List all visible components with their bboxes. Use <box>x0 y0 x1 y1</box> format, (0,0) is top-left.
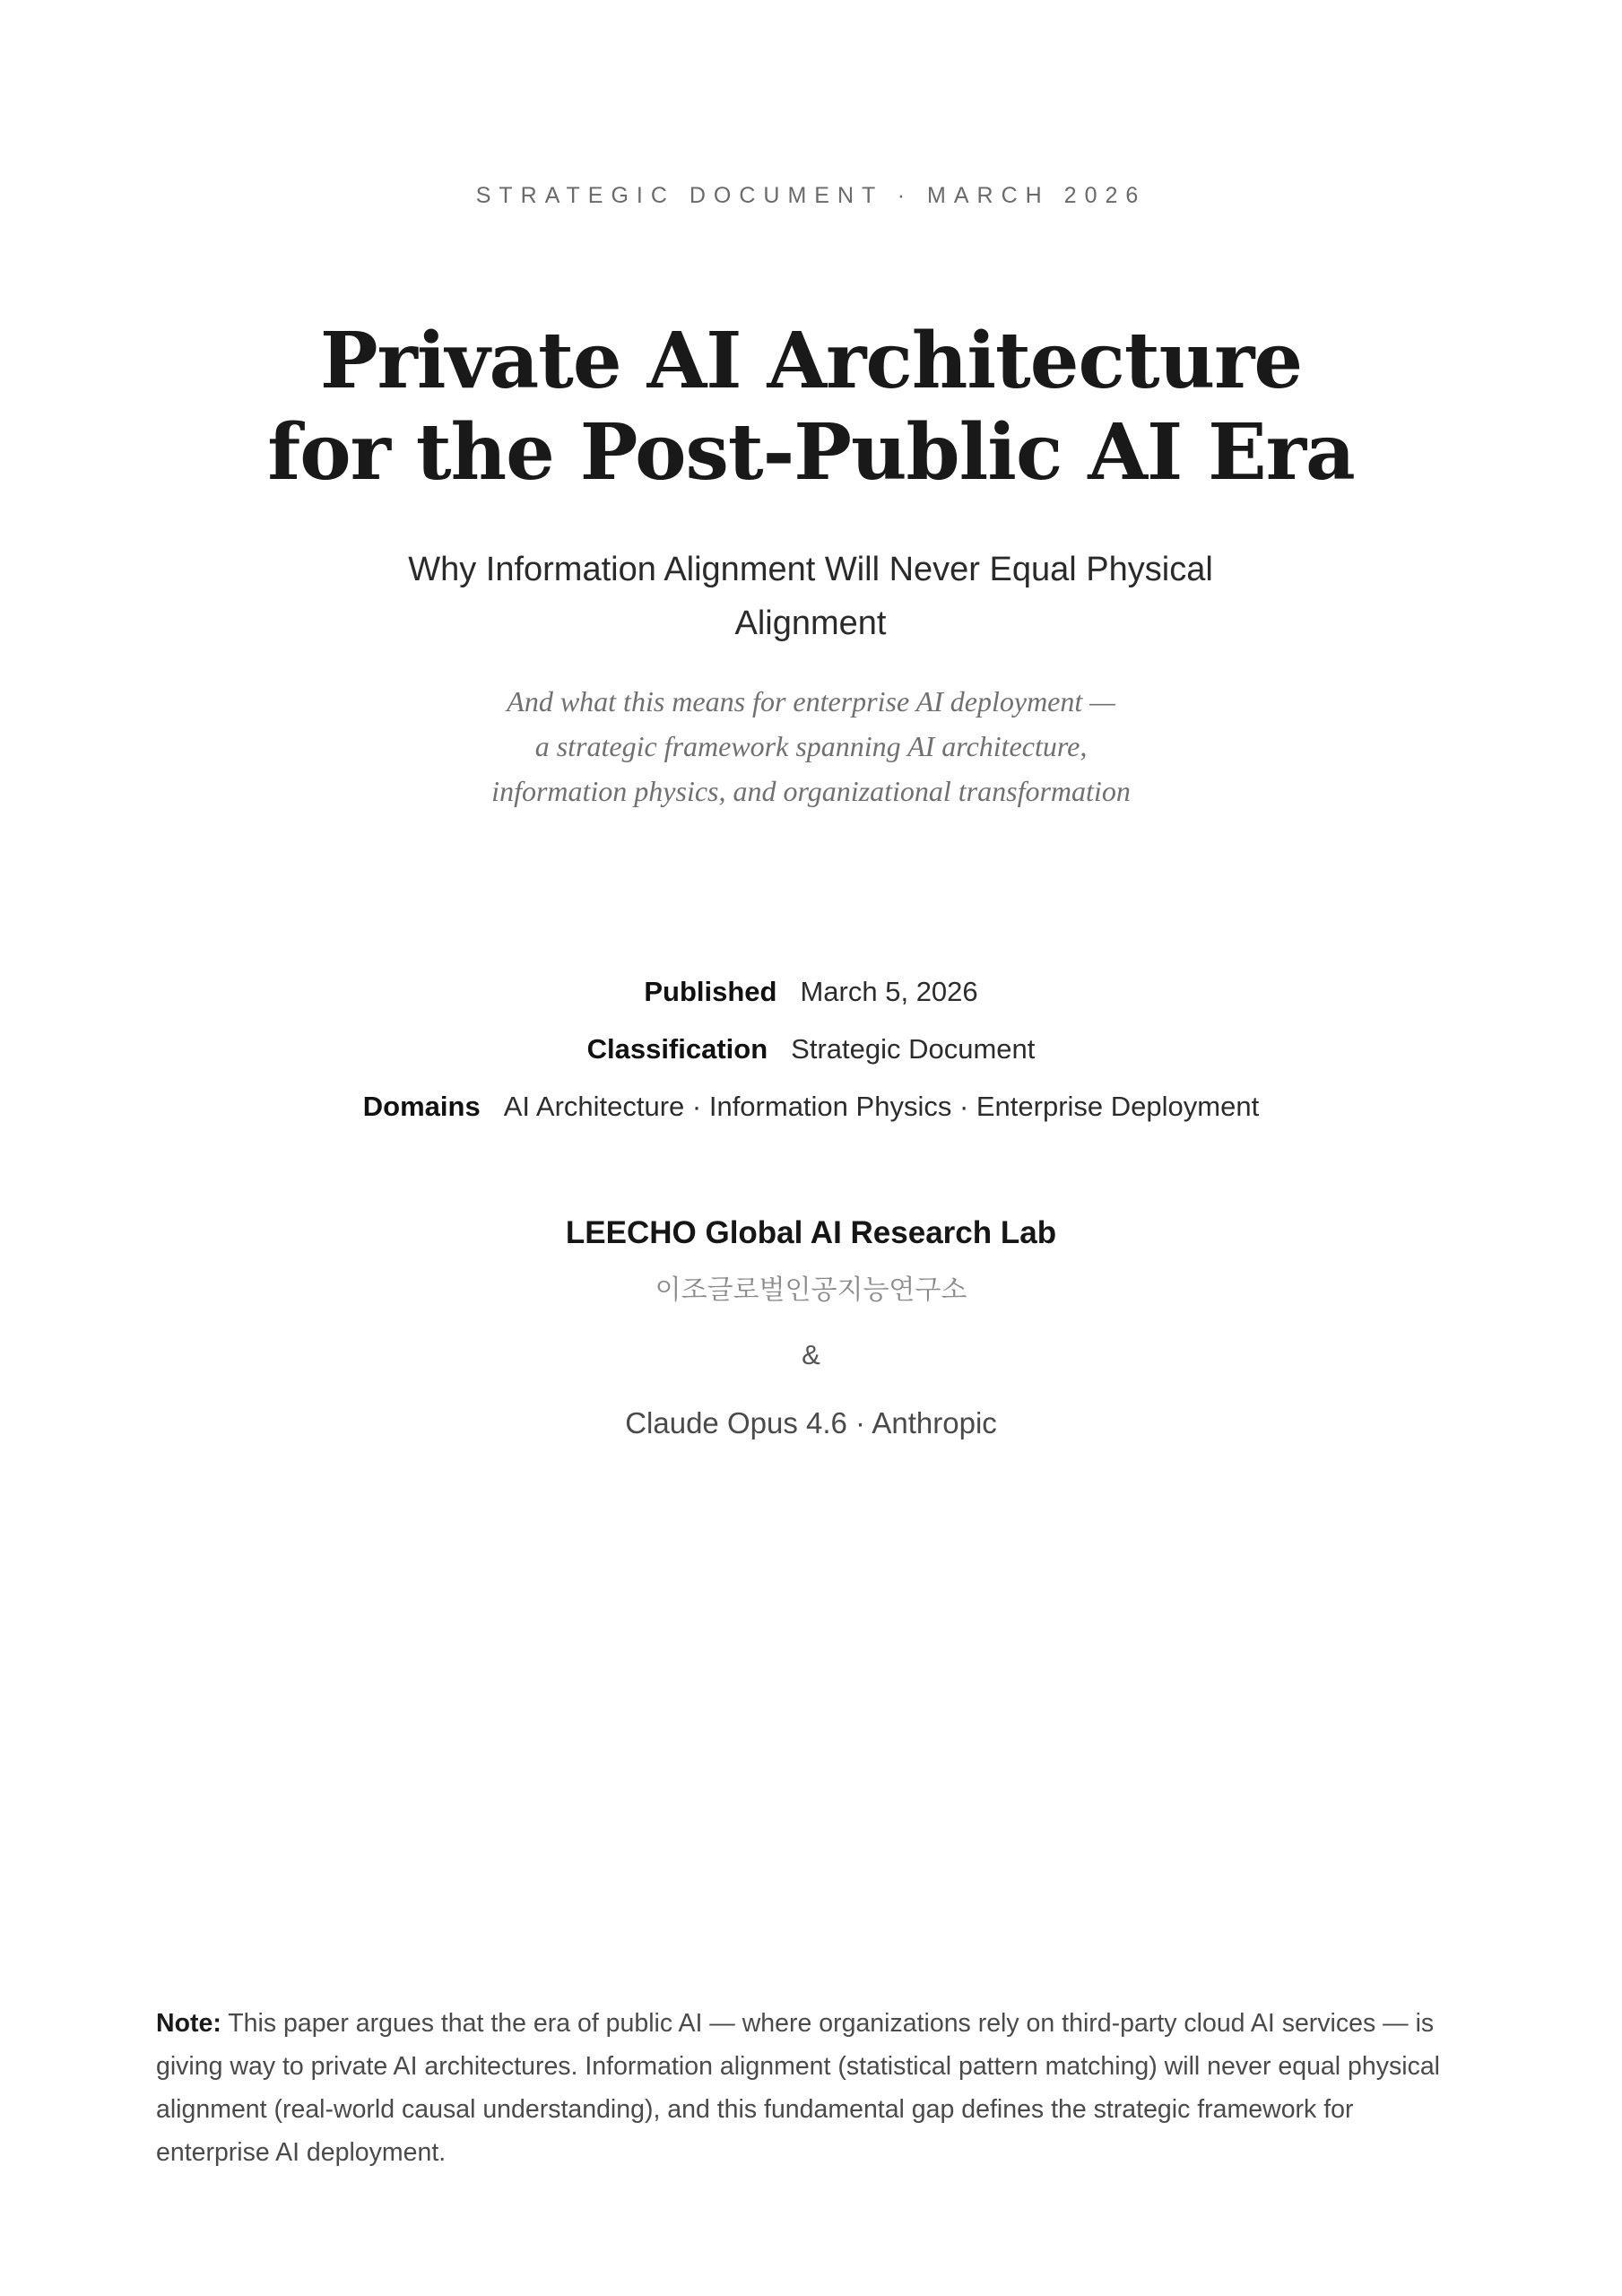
author-coauthor: Claude Opus 4.6 · Anthropic <box>625 1406 997 1439</box>
tagline-line-2: a strategic framework spanning AI architecture, <box>534 730 1088 762</box>
document-title <box>0 316 1622 499</box>
meta-domains-value: AI Architecture · Information Physics · Enterprise Deployment <box>503 1091 1260 1122</box>
note-text: This paper argues that the era of public AI — where organizations rely on third-party cloud AI services — is giving way to private AI architectures. Information alignment (statistical pattern matching) will never equal physical alignment (real-world causal understanding), and this fundamental gap defines the strategic framework for enterprise AI deployment. <box>156 2009 1440 2167</box>
meta-published-value: March 5, 2026 <box>800 976 978 1007</box>
meta-published-row <box>0 974 1622 1010</box>
title-line-2: for the Post-Public AI Era <box>267 407 1355 498</box>
meta-published-label: Published <box>644 976 777 1007</box>
author-ampersand: & <box>802 1339 820 1370</box>
tagline-line-3: information physics, and organizational transformation <box>491 775 1131 807</box>
document-note <box>156 2002 1474 2174</box>
title-line-1: Private AI Architecture <box>319 316 1303 406</box>
tagline-line-1: And what this means for enterprise AI deployment — <box>507 685 1115 718</box>
meta-classification-label: Classification <box>586 1033 768 1065</box>
document-eyebrow: STRATEGIC DOCUMENT · MARCH 2026 <box>475 183 1147 208</box>
meta-classification-row <box>0 1031 1622 1067</box>
note-label: Note: <box>156 2009 221 2038</box>
author-organization: LEECHO Global AI Research Lab <box>565 1215 1057 1250</box>
meta-domains-label: Domains <box>362 1091 481 1122</box>
document-tagline <box>0 679 1622 813</box>
document-subtitle: Why Information Alignment Will Never Equal Physical Alignment <box>408 551 1213 642</box>
author-organization-korean: 이조글로벌인공지능연구소 <box>655 1275 967 1305</box>
meta-classification-value: Strategic Document <box>791 1033 1036 1065</box>
meta-domains-row <box>0 1089 1622 1125</box>
